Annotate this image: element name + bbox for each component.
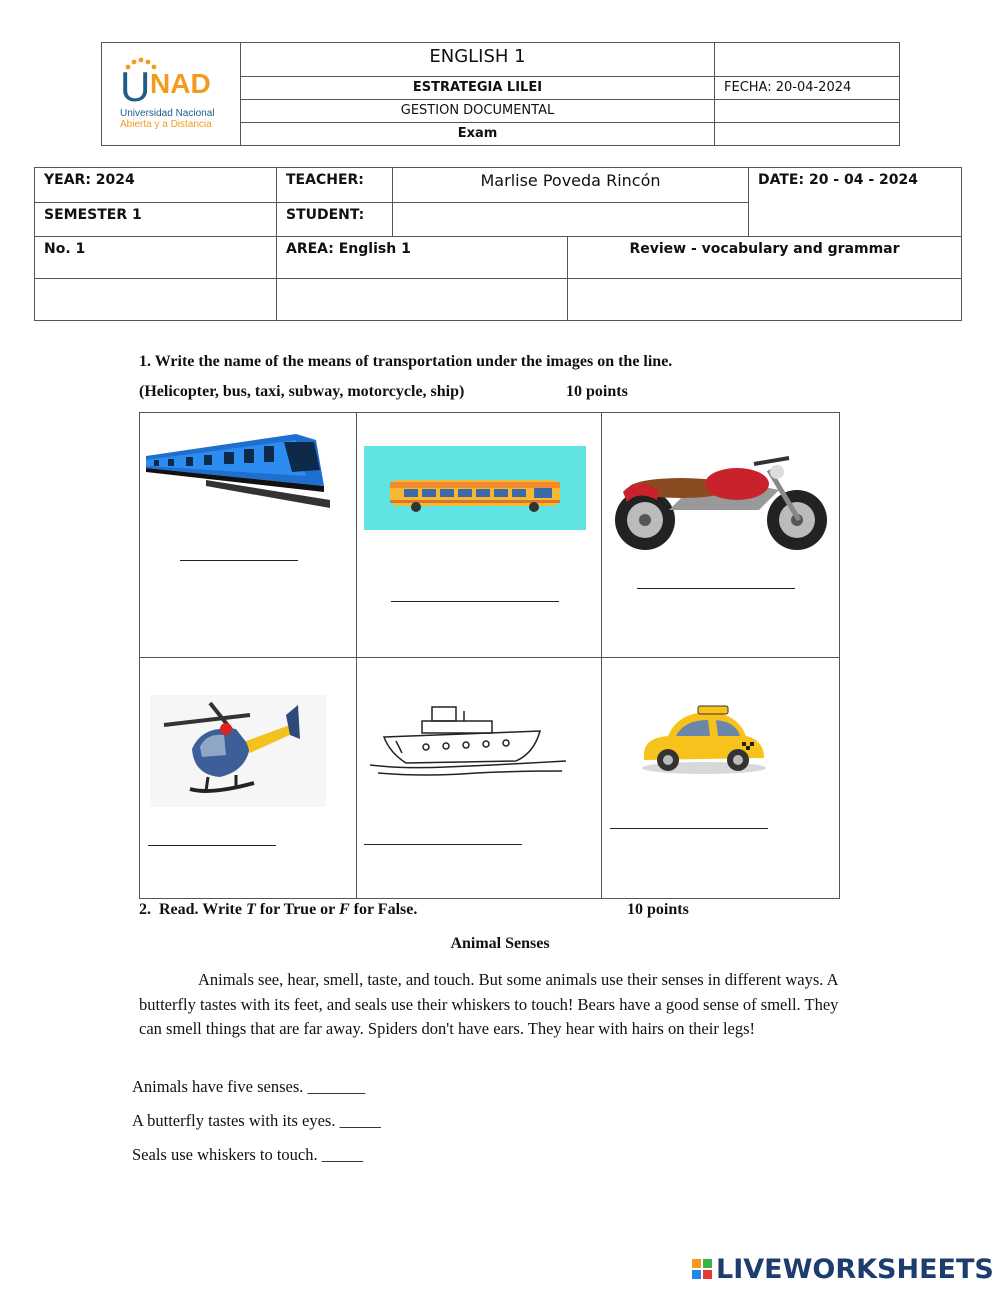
header-empty-bottom [714, 122, 900, 146]
motorcycle-image [609, 450, 833, 554]
grid-cell-6 [601, 657, 840, 899]
liveworksheets-logo[interactable] [692, 1253, 994, 1285]
q2-points: 10 points [627, 901, 689, 918]
taxi-image [638, 702, 768, 778]
teacher-name: Marlise Poveda Rincón [480, 171, 661, 190]
answer-line-motorcycle[interactable] [637, 588, 795, 589]
answer-line-subway[interactable] [180, 560, 298, 561]
year-label: YEAR: 2024 [44, 172, 135, 188]
statement-1-blank[interactable]: _______ [307, 1077, 366, 1096]
answer-line-ship[interactable] [364, 844, 522, 845]
semester-label: SEMESTER 1 [44, 207, 142, 223]
q2-title-pre: 2. Read. Write [139, 901, 246, 918]
bus-image [364, 446, 586, 530]
teacher-label-cell [276, 167, 393, 203]
topic-label: Review - vocabulary and grammar [629, 241, 900, 257]
blank-cell-3 [567, 278, 962, 321]
student-name-input[interactable] [399, 209, 743, 233]
header-empty-mid [714, 99, 900, 123]
svg-text:U: U [120, 63, 151, 103]
statement-3-blank[interactable]: _____ [321, 1145, 363, 1164]
statement-2-text: A butterfly tastes with its eyes. [132, 1111, 336, 1130]
statement-2-blank[interactable]: _____ [339, 1111, 381, 1130]
course-title: ENGLISH 1 [429, 46, 526, 67]
date-label: DATE: 20 - 04 - 2024 [758, 172, 919, 188]
number-cell [34, 236, 277, 279]
teacher-label: TEACHER: [286, 172, 364, 188]
blank-cell-2 [276, 278, 568, 321]
statement-3 [132, 1145, 363, 1165]
liveworksheets-text: LIVEWORKSHEETS [716, 1253, 994, 1285]
student-label-cell [276, 202, 393, 237]
q2-title-f: F [338, 901, 350, 918]
strategy-cell [240, 76, 715, 100]
q1-options: (Helicopter, bus, taxi, subway, motorcycle, ship) [139, 383, 465, 400]
teacher-name-cell [392, 167, 749, 203]
number-label: No. 1 [44, 241, 86, 257]
q2-title-post: for False. [349, 901, 418, 918]
statement-2 [132, 1111, 381, 1131]
svg-text:NAD: NAD [150, 68, 211, 99]
statement-1-text: Animals have five senses. [132, 1077, 304, 1096]
header-empty-top [714, 42, 900, 77]
helicopter-image [150, 695, 326, 807]
answer-line-taxi[interactable] [610, 828, 768, 829]
logo-line1: Universidad Nacional [120, 108, 215, 119]
answer-line-bus[interactable] [391, 601, 559, 602]
area-label: AREA: English 1 [286, 241, 411, 257]
strategy-label: ESTRATEGIA LILEI [412, 80, 543, 95]
topic-cell [567, 236, 962, 279]
q2-title-mid: for True or [255, 901, 339, 918]
statement-1 [132, 1077, 365, 1097]
unad-logo [120, 57, 230, 137]
semester-cell [34, 202, 277, 237]
exam-cell [240, 122, 715, 146]
answer-line-helicopter[interactable] [148, 845, 276, 846]
reading-title: Animal Senses [450, 935, 550, 952]
reading-passage: Animals see, hear, smell, taste, and touch. But some animals use their senses in different ways. A butterfly tastes with its feet, and seals use their whiskers to touch! Bears have a good sense of smell. They can smell things that are far away. Spiders don't have ears. They hear with hairs on their legs! [139, 970, 839, 1038]
statement-3-text: Seals use whiskers to touch. [132, 1145, 318, 1164]
q2-title [139, 901, 417, 919]
year-cell [34, 167, 277, 203]
logo-line2: Abierta y a Distancia [120, 119, 212, 130]
ship-image [366, 705, 572, 777]
q1-points: 10 points [566, 383, 628, 400]
liveworksheets-icon [692, 1259, 712, 1279]
subway-train-image [146, 430, 330, 512]
course-title-cell [240, 42, 715, 77]
unad-logo-mark [120, 57, 230, 103]
student-name-cell[interactable] [392, 202, 749, 237]
exam-label: Exam [457, 126, 498, 141]
blank-cell-1 [34, 278, 277, 321]
gestion-cell [240, 99, 715, 123]
area-cell [276, 236, 568, 279]
fecha-label: FECHA: 20-04-2024 [724, 80, 852, 95]
date-cell [748, 167, 962, 237]
gestion-label: GESTION DOCUMENTAL [400, 103, 555, 118]
header-logo-cell [101, 42, 241, 146]
q1-title: 1. Write the name of the means of transportation under the images on the line. [139, 353, 673, 370]
fecha-cell [714, 76, 900, 100]
q2-title-t: T [245, 901, 256, 918]
student-label: STUDENT: [286, 207, 365, 223]
grid-cell-5 [356, 657, 602, 899]
